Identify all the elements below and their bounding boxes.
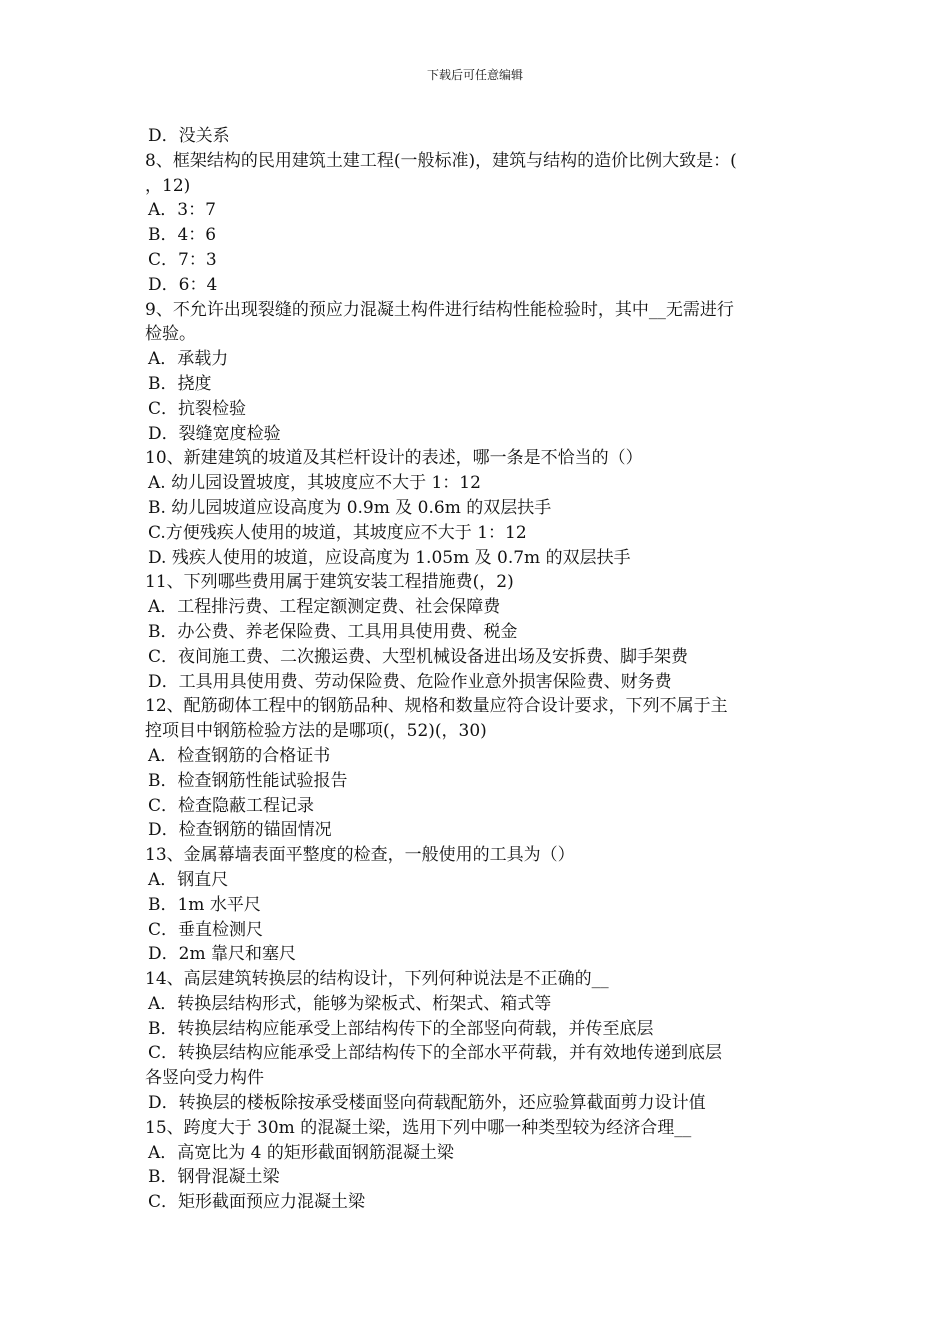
answer-option: B．钢骨混凝土梁 [148,1167,280,1188]
question-text-line: 13、金属幕墙表面平整度的检查，一般使用的工具为（） [145,845,575,866]
answer-option: A. 幼儿园设置坡度，其坡度应不大于 1：12 [148,473,481,494]
answer-option: B．挠度 [148,373,212,394]
question-text-line: 12、配筋砌体工程中的钢筋品种、规格和数量应符合设计要求，下列不属于主 [145,696,728,717]
answer-option: D．没关系 [148,126,230,146]
answer-option: A．承载力 [148,349,229,370]
answer-option: D．工具用具使用费、劳动保险费、危险作业意外损害保险费、财务费 [148,671,672,692]
question-text-line: 14、高层建筑转换层的结构设计，下列何种说法是不正确的__ [145,969,609,990]
answer-option: A．高宽比为 4 的矩形截面钢筋混凝土梁 [148,1142,454,1163]
question-text-line: 8、框架结构的民用建筑土建工程(一般标准)，建筑与结构的造价比例大致是：( [145,150,737,171]
question-text-line: 各竖向受力构件 [145,1068,264,1089]
answer-option: D．6：4 [148,274,218,295]
answer-option: C.方便残疾人使用的坡道，其坡度应不大于 1：12 [148,522,527,543]
answer-option: D. 残疾人使用的坡道，应设高度为 1.05m 及 0.7m 的双层扶手 [148,547,631,568]
answer-option: D．检查钢筋的锚固情况 [148,820,332,841]
question-text-line: 10、新建建筑的坡道及其栏杆设计的表述，哪一条是不恰当的（） [145,448,643,469]
answer-option: B．转换层结构应能承受上部结构传下的全部竖向荷载，并传至底层 [148,1018,654,1039]
answer-option: B．检查钢筋性能试验报告 [148,770,348,791]
answer-option: C．矩形截面预应力混凝土梁 [148,1192,366,1213]
question-text-line: ，12) [145,175,191,196]
answer-option: C．垂直检测尺 [148,919,264,940]
answer-option: A．3：7 [148,200,216,221]
answer-option: C．转换层结构应能承受上部结构传下的全部水平荷载，并有效地传递到底层 [148,1043,723,1064]
answer-option: A．钢直尺 [148,869,229,890]
answer-option: D．转换层的楼板除按承受楼面竖向荷载配筋外，还应验算截面剪力设计值 [148,1093,706,1114]
document-body [145,124,813,1215]
question-text-line: 15、跨度大于 30m 的混凝土梁，选用下列中哪一种类型较为经济合理__ [145,1117,692,1138]
answer-option: B．1m 水平尺 [148,894,261,915]
answer-option: B. 幼儿园坡道应设高度为 0.9m 及 0.6m 的双层扶手 [148,497,552,518]
answer-option: A．转换层结构形式，能够为梁板式、桁架式、箱式等 [148,993,552,1014]
question-text-line: 控项目中钢筋检验方法的是哪项(，52)(，30) [145,721,487,742]
answer-option: C．夜间施工费、二次搬运费、大型机械设备进出场及安拆费、脚手架费 [148,646,689,667]
answer-option: B．4：6 [148,225,217,246]
answer-option: C．7：3 [148,249,217,270]
answer-option: D．2m 靠尺和塞尺 [148,944,296,965]
question-text-line: 11、下列哪些费用属于建筑安装工程措施费(，2) [145,572,514,593]
answer-option: C．抗裂检验 [148,398,247,419]
question-text-line: 检验。 [145,324,196,345]
page-header: 下载后可任意编辑 [426,68,523,82]
answer-option: A．检查钢筋的合格证书 [148,745,331,766]
answer-option: C．检查隐蔽工程记录 [148,795,315,816]
answer-option: A．工程排污费、工程定额测定费、社会保障费 [148,597,501,618]
answer-option: D．裂缝宽度检验 [148,423,281,444]
answer-option: B．办公费、养老保险费、工具用具使用费、税金 [148,621,518,642]
question-text-line: 9、不允许出现裂缝的预应力混凝土构件进行结构性能检验时，其中__无需进行 [145,299,734,320]
